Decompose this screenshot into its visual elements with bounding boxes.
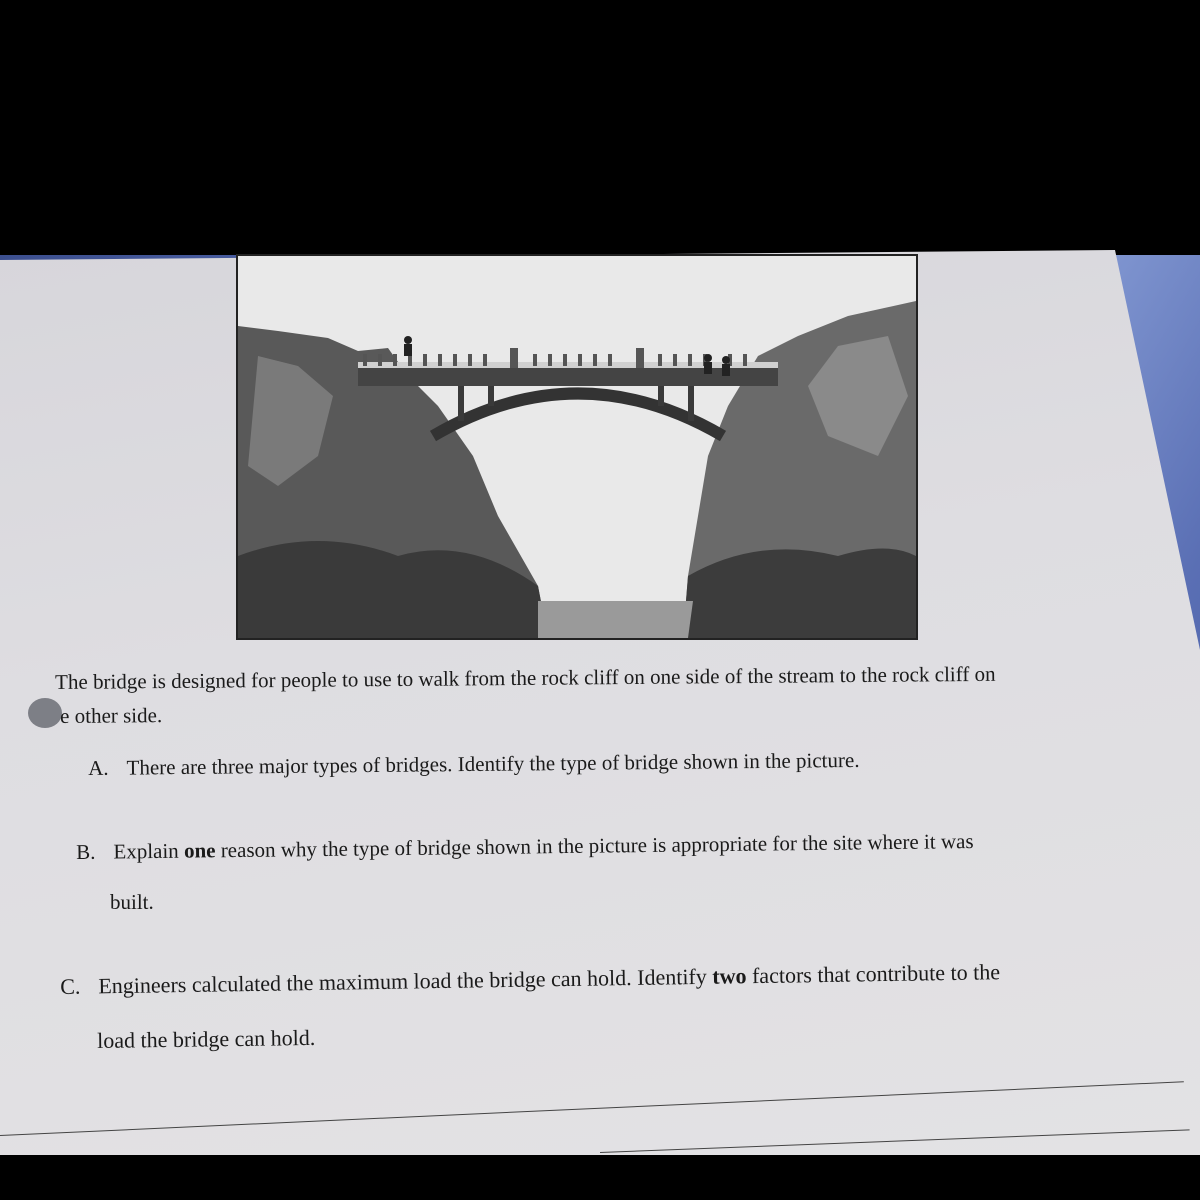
question-c-emphasis: two [712, 963, 747, 989]
intro-text-line-2: e other side. [60, 703, 163, 728]
question-a-label: A. [88, 755, 109, 780]
question-b-continuation: built. [110, 890, 154, 914]
question-c-text-pre: Engineers calculated the maximum load the bridge can hold. Identify [98, 963, 713, 999]
question-a-text: There are three major types of bridges. Identify the type of bridge shown in the picture. [126, 747, 860, 780]
question-c-text-post: factors that contribute to the [746, 959, 1001, 989]
question-b-text-post: reason why the type of bridge shown in the picture is appropriate for the site where it was [215, 829, 974, 863]
bottom-shadow [0, 1155, 1200, 1200]
question-b-emphasis: one [183, 838, 216, 863]
intro-text-line-1: The bridge is designed for people to use to walk from the rock cliff on one side of the stream to the rock cliff on [55, 661, 996, 694]
question-c-continuation: load the bridge can hold. [97, 1024, 316, 1053]
question-c-label: C. [60, 973, 81, 999]
question-b-label: B. [76, 839, 96, 864]
binder-hole [28, 698, 62, 728]
bridge-illustration [236, 254, 918, 640]
question-b-text-pre: Explain [113, 838, 185, 864]
